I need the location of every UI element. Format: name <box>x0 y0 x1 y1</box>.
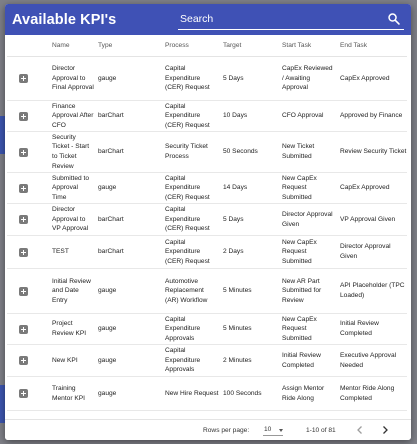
table-row[interactable] <box>7 345 407 377</box>
cell-process: Capital Expenditure (CER) Request <box>161 236 219 269</box>
column-header-target[interactable]: Target <box>219 35 278 57</box>
cell-expand <box>7 236 48 269</box>
cell-end-task: VP Approval Given <box>336 204 407 236</box>
column-header-expand <box>7 35 48 57</box>
cell-name: Director Approval to Final Approval <box>48 57 94 101</box>
cell-start-task: New CapEx Request Submitted <box>278 173 336 204</box>
cell-start-task: Director Approval Given <box>278 204 336 236</box>
cell-target: 5 Minutes <box>219 269 278 314</box>
cell-end-task: Review Security Ticket <box>336 132 407 173</box>
cell-start-task: New CapEx Request Submitted <box>278 314 336 345</box>
cell-expand <box>7 101 48 132</box>
cell-end-task: CapEx Approved <box>336 173 407 204</box>
cell-process: Capital Expenditure (CER) Request <box>161 57 219 101</box>
plus-box-icon[interactable] <box>19 389 28 398</box>
table-header-row <box>7 35 407 57</box>
cell-name: Finance Approval After CFO <box>48 101 94 132</box>
search-field <box>178 10 404 30</box>
table-row[interactable] <box>7 269 407 314</box>
plus-box-icon[interactable] <box>19 74 28 83</box>
cell-start-task: New Ticket Submitted <box>278 132 336 173</box>
column-header-process[interactable]: Process <box>161 35 219 57</box>
pagination-range: 1-10 of 81 <box>306 427 336 434</box>
kpi-dialog <box>5 4 411 440</box>
plus-box-icon[interactable] <box>19 112 28 121</box>
cell-process: New Hire Request <box>161 377 219 411</box>
cell-expand <box>7 345 48 377</box>
cell-name: Director Approval to VP Approval <box>48 204 94 236</box>
column-header-start-task[interactable]: Start Task <box>278 35 336 57</box>
cell-process: Capital Expenditure (CER) Request <box>161 173 219 204</box>
cell-name: New KPI <box>48 345 94 377</box>
rows-per-page-select[interactable] <box>263 424 283 436</box>
cell-end-task: Initial Review Completed <box>336 314 407 345</box>
dialog-title: Available KPI's <box>12 11 117 28</box>
table-row[interactable] <box>7 132 407 173</box>
table-row[interactable] <box>7 101 407 132</box>
cell-end-task: Executive Approval Needed <box>336 345 407 377</box>
cell-process: Capital Expenditure (CER) Request <box>161 101 219 132</box>
column-header-type[interactable]: Type <box>94 35 161 57</box>
cell-name: TEST <box>48 236 94 269</box>
cell-target: 100 Seconds <box>219 377 278 411</box>
plus-box-icon[interactable] <box>19 325 28 334</box>
chevron-right-icon[interactable] <box>380 425 390 435</box>
cell-end-task: Mentor Ride Along Completed <box>336 377 407 411</box>
cell-expand <box>7 173 48 204</box>
cell-target: 5 Days <box>219 204 278 236</box>
cell-name: Submitted to Approval Time <box>48 173 94 204</box>
kpi-table <box>7 35 407 411</box>
cell-start-task: Assign Mentor Ride Along <box>278 377 336 411</box>
cell-name: Project Review KPI <box>48 314 94 345</box>
cell-type: gauge <box>94 57 161 101</box>
cell-start-task: CFO Approval <box>278 101 336 132</box>
cell-target: 10 Days <box>219 101 278 132</box>
cell-type: gauge <box>94 173 161 204</box>
rows-per-page-value: 10 <box>264 426 272 433</box>
cell-process: Capital Expenditure Approvals <box>161 345 219 377</box>
cell-start-task: New AR Part Submitted for Review <box>278 269 336 314</box>
kpi-table-body <box>7 57 407 411</box>
cell-process: Capital Expenditure Approvals <box>161 314 219 345</box>
cell-end-task: Director Approval Given <box>336 236 407 269</box>
cell-type: barChart <box>94 132 161 173</box>
cell-type: gauge <box>94 269 161 314</box>
cell-target: 2 Days <box>219 236 278 269</box>
plus-box-icon[interactable] <box>19 148 28 157</box>
cell-type: gauge <box>94 345 161 377</box>
plus-box-icon[interactable] <box>19 184 28 193</box>
cell-process: Capital Expenditure (CER) Request <box>161 204 219 236</box>
cell-type: barChart <box>94 204 161 236</box>
cell-type: barChart <box>94 236 161 269</box>
plus-box-icon[interactable] <box>19 215 28 224</box>
cell-expand <box>7 57 48 101</box>
table-pagination <box>5 419 411 440</box>
caret-down-icon <box>279 429 283 432</box>
cell-start-task: CapEx Reviewed / Awaiting Approval <box>278 57 336 101</box>
cell-start-task: Initial Review Completed <box>278 345 336 377</box>
dialog-header <box>5 4 411 35</box>
table-row[interactable] <box>7 236 407 269</box>
cell-end-task: API Placeholder (TPC Loaded) <box>336 269 407 314</box>
cell-expand <box>7 377 48 411</box>
cell-target: 5 Minutes <box>219 314 278 345</box>
rows-per-page-label: Rows per page: <box>203 427 250 434</box>
cell-type: barChart <box>94 101 161 132</box>
table-row[interactable] <box>7 173 407 204</box>
table-row[interactable] <box>7 377 407 411</box>
cell-type: gauge <box>94 314 161 345</box>
search-input[interactable] <box>180 10 376 28</box>
cell-target: 14 Days <box>219 173 278 204</box>
cell-process: Security Ticket Process <box>161 132 219 173</box>
cell-type: gauge <box>94 377 161 411</box>
cell-expand <box>7 132 48 173</box>
search-icon[interactable] <box>387 12 401 26</box>
cell-end-task: CapEx Approved <box>336 57 407 101</box>
cell-end-task: Approved by Finance <box>336 101 407 132</box>
plus-box-icon[interactable] <box>19 287 28 296</box>
cell-target: 5 Days <box>219 57 278 101</box>
plus-box-icon[interactable] <box>19 248 28 257</box>
plus-box-icon[interactable] <box>19 356 28 365</box>
table-row[interactable] <box>7 57 407 101</box>
cell-target: 2 Minutes <box>219 345 278 377</box>
cell-name: Security Ticket - Start to Ticket Review <box>48 132 94 173</box>
chevron-left-icon[interactable] <box>355 425 365 435</box>
cell-expand <box>7 269 48 314</box>
cell-name: Initial Review and Date Entry <box>48 269 94 314</box>
column-header-end-task[interactable]: End Task <box>336 35 407 57</box>
cell-expand <box>7 314 48 345</box>
cell-process: Automotive Replacement (AR) Workflow <box>161 269 219 314</box>
cell-start-task: New CapEx Request Submitted <box>278 236 336 269</box>
cell-target: 50 Seconds <box>219 132 278 173</box>
cell-name: Training Mentor KPI <box>48 377 94 411</box>
cell-expand <box>7 204 48 236</box>
table-row[interactable] <box>7 314 407 345</box>
kpi-table-container <box>5 35 411 419</box>
table-row[interactable] <box>7 204 407 236</box>
column-header-name[interactable]: Name <box>48 35 94 57</box>
